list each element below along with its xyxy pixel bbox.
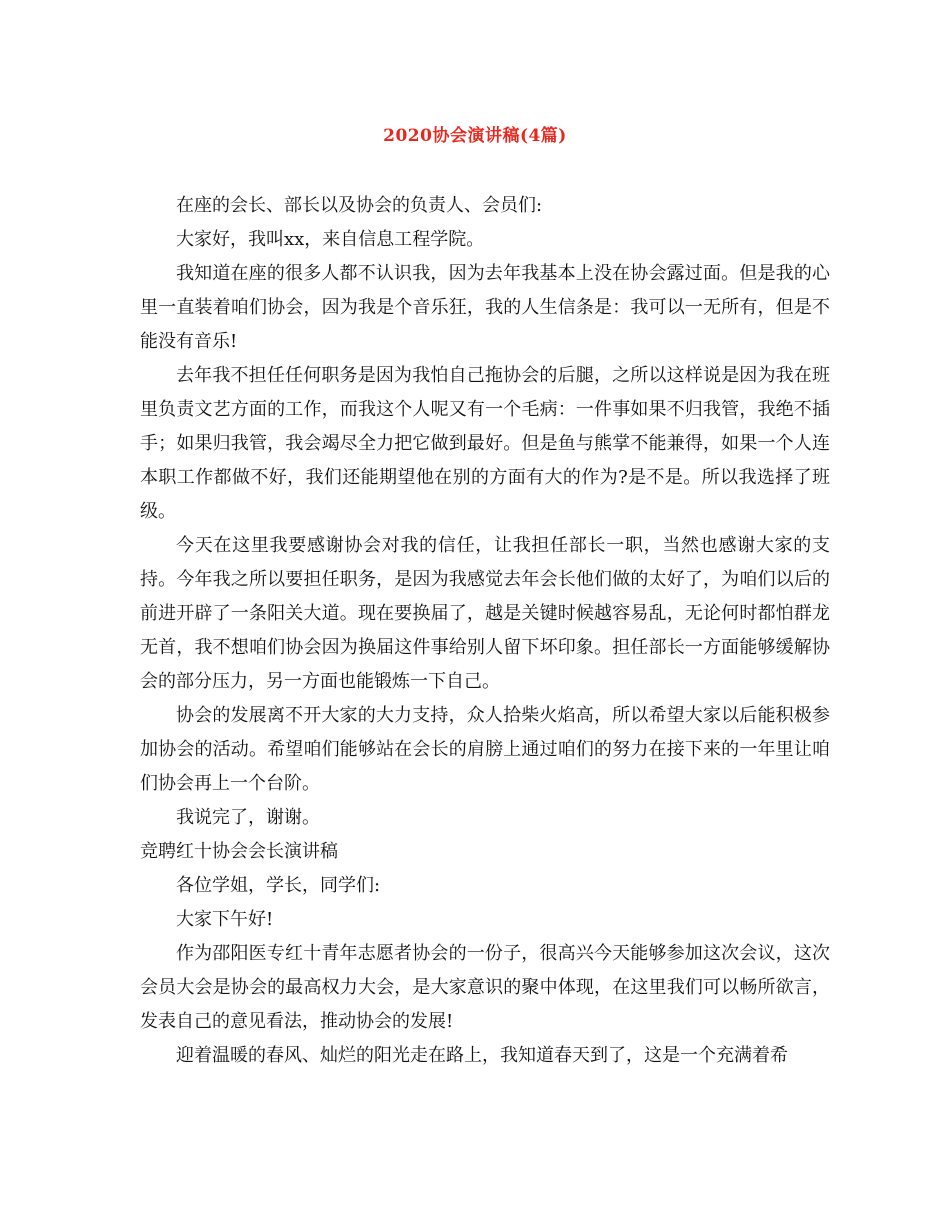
section-heading: 竞聘红十协会会长演讲稿 [140,841,338,862]
body-paragraph: 作为邵阳医专红十青年志愿者协会的一份子，很高兴今天能够参加这次会议，这次会员大会是协会的最高权力大会，是大家意识的聚中体现，在这里我们可以畅所欲言，发表自己的意见看法，推动协会的发展! [140,943,830,1032]
body-paragraph: 大家下午好! [176,909,274,930]
body-paragraph: 我知道在座的很多人都不认识我，因为去年我基本上没在协会露过面。但是我的心里一直装着咱们协会，因为我是个音乐狂，我的人生信条是：我可以一无所有，但是不能没有音乐! [140,263,830,352]
body-paragraph: 迎着温暖的春风、灿烂的阳光走在路上，我知道春天到了，这是一个充满着希 [176,1045,788,1066]
body-paragraph: 去年我不担任任何职务是因为我怕自己拖协会的后腿，之所以这样说是因为我在班里负责文艺方面的工作，而我这个人呢又有一个毛病：一件事如果不归我管，我绝不插手；如果归我管，我会竭尽全力把它做到最好。但是鱼与熊掌不能兼得，如果一个人连本职工作都做不好，我们还能期望他在别的方面有大的作为?是不是。所以我选择了班级。 [140,365,830,522]
body-paragraph: 各位学姐，学长，同学们: [176,875,381,896]
body-paragraph: 今天在这里我要感谢协会对我的信任，让我担任部长一职，当然也感谢大家的支持。今年我之所以要担任职务，是因为我感觉去年会长他们做的太好了，为咱们以后的前进开辟了一条阳关大道。现在要换届了，越是关键时候越容易乱，无论何时都怕群龙无首，我不想咱们协会因为换届这件事给别人留下坏印象。担任部长一方面能够缓解协会的部分压力，另一方面也能锻炼一下自己。 [140,535,830,692]
body-paragraph: 我说完了，谢谢。 [176,807,320,828]
document-body [140,189,830,1073]
document-title: 2020协会演讲稿(4篇) [383,126,567,146]
body-paragraph: 在座的会长、部长以及协会的负责人、会员们: [176,195,543,216]
body-paragraph: 协会的发展离不开大家的大力支持，众人拾柴火焰高，所以希望大家以后能积极参加协会的活动。希望咱们能够站在会长的肩膀上通过咱们的努力在接下来的一年里让咱们协会再上一个台阶。 [140,705,830,794]
body-paragraph: 大家好，我叫xx，来自信息工程学院。 [176,229,485,250]
